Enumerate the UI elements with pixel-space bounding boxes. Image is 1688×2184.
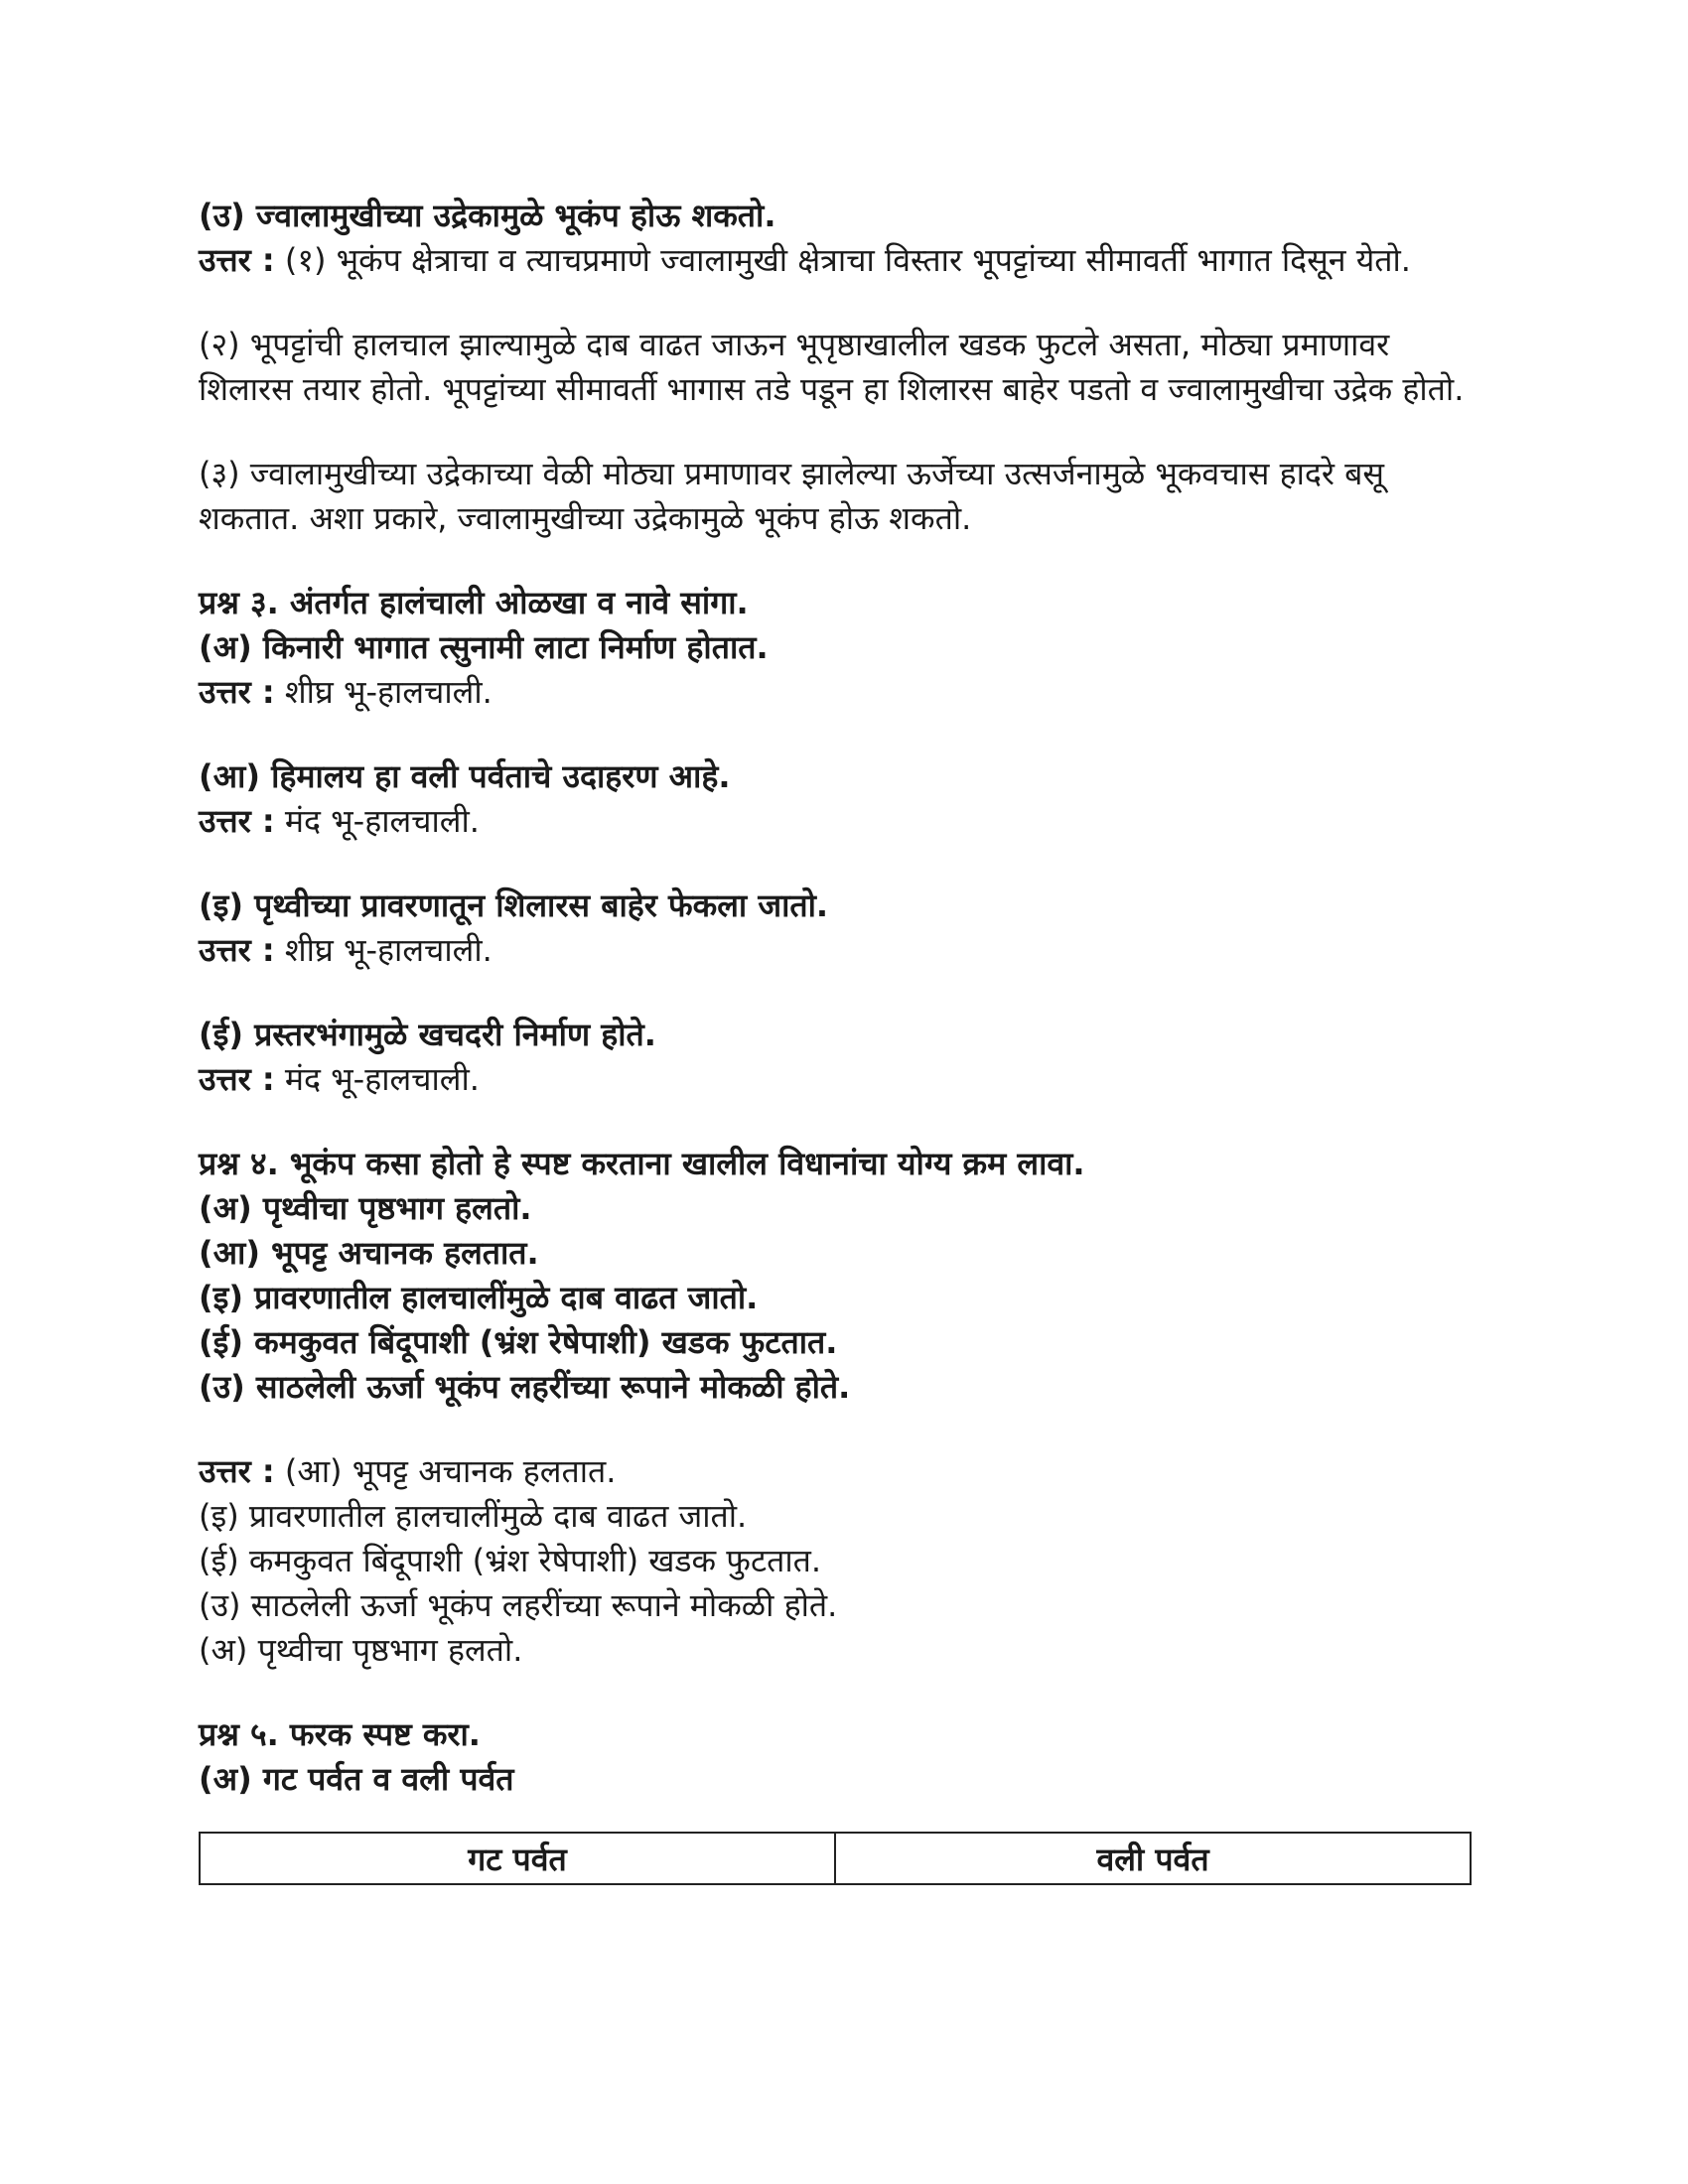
comparison-table	[199, 1832, 1472, 1885]
answer-label: उत्तर :	[199, 802, 275, 840]
answer-4-line-5: (अ) पृथ्वीचा पृष्ठभाग हलतो.	[199, 1631, 523, 1669]
question-2u: (उ) ज्वालामुखीच्या उद्रेकामुळे भूकंप होऊ शकतो.	[199, 197, 776, 234]
answer-text: (१) भूकंप क्षेत्राचा व त्याचप्रमाणे ज्वालामुखी क्षेत्राचा विस्तार भूपट्टांच्या सीमावर्ती भागात दिसून येतो.	[284, 241, 1411, 279]
answer-label: उत्तर :	[199, 1060, 275, 1098]
answer-text: मंद भू-हालचाली.	[284, 802, 480, 840]
answer-2u-p1	[199, 238, 1489, 283]
question-3-heading: प्रश्न ३. अंतर्गत हालंचाली ओळखा व नावे सांगा.	[199, 584, 749, 621]
question-3aa: (आ) हिमालय हा वली पर्वताचे उदाहरण आहे.	[199, 757, 731, 795]
answer-label: उत्तर :	[199, 1452, 275, 1490]
question-4-heading: प्रश्न ४. भूकंप कसा होतो हे स्पष्ट करताना खालील विधानांचा योग्य क्रम लावा.	[199, 1145, 1085, 1182]
table-header-cell: गट पर्वत	[200, 1833, 835, 1884]
answer-label: उत्तर :	[199, 931, 275, 969]
statement-aa: (आ) भूपट्ट अचानक हलतात.	[199, 1234, 539, 1272]
answer-4-line-4: (उ) साठलेली ऊर्जा भूकंप लहरींच्या रूपाने मोकळी होते.	[199, 1586, 838, 1624]
answer-4-line-1	[199, 1449, 1489, 1494]
question-5a: (अ) गट पर्वत व वली पर्वत	[199, 1760, 514, 1798]
question-3a: (अ) किनारी भागात त्सुनामी लाटा निर्माण होतात.	[199, 628, 769, 666]
answer-text: मंद भू-हालचाली.	[284, 1060, 480, 1098]
answer-label: उत्तर :	[199, 241, 275, 279]
answer-text: (आ) भूपट्ट अचानक हलतात.	[284, 1452, 617, 1490]
answer-label: उत्तर :	[199, 673, 275, 711]
answer-4-line-3: (ई) कमकुवत बिंदूपाशी (भ्रंश रेषेपाशी) खडक फुटतात.	[199, 1542, 822, 1579]
table-header-row	[200, 1833, 1471, 1884]
statement-a: (अ) पृथ्वीचा पृष्ठभाग हलतो.	[199, 1189, 532, 1227]
answer-3ii	[199, 1057, 1489, 1102]
statement-u: (उ) साठलेली ऊर्जा भूकंप लहरींच्या रूपाने मोकळी होते.	[199, 1368, 851, 1406]
worksheet-page	[199, 194, 1489, 1885]
question-3i: (इ) पृथ्वीच्या प्रावरणातून शिलारस बाहेर फेकला जातो.	[199, 887, 829, 924]
question-3ii: (ई) प्रस्तरभंगामुळे खचदरी निर्माण होते.	[199, 1016, 656, 1053]
answer-2u-p3: (३) ज्वालामुखीच्या उद्रेकाच्या वेळी मोठ्या प्रमाणावर झालेल्या ऊर्जेच्या उत्सर्जनामुळे भूकवचास हादरे बसू शकतात. अशा प्रकारे, ज्वालामुखीच्या उद्रेकामुळे भूकंप होऊ शकतो.	[199, 455, 1385, 537]
answer-4-line-2: (इ) प्रावरणातील हालचालींमुळे दाब वाढत जातो.	[199, 1497, 748, 1535]
statement-ii: (ई) कमकुवत बिंदूपाशी (भ्रंश रेषेपाशी) खडक फुटतात.	[199, 1323, 838, 1361]
answer-text: शीघ्र भू-हालचाली.	[284, 931, 492, 969]
answer-3a	[199, 670, 1489, 715]
answer-2u-p2: (२) भूपट्टांची हालचाल झाल्यामुळे दाब वाढत जाऊन भूपृष्ठाखालील खडक फुटले असता, मोठ्या प्रमाणावर शिलारस तयार होतो. भूपट्टांच्या सीमावर्ती भागास तडे पडून हा शिलारस बाहेर पडतो व ज्वालामुखीचा उद्रेक होतो.	[199, 326, 1465, 408]
answer-3aa	[199, 799, 1489, 844]
table-header-cell: वली पर्वत	[835, 1833, 1471, 1884]
answer-text: शीघ्र भू-हालचाली.	[284, 673, 492, 711]
question-5-heading: प्रश्न ५. फरक स्पष्ट करा.	[199, 1715, 481, 1753]
statement-i: (इ) प्रावरणातील हालचालींमुळे दाब वाढत जातो.	[199, 1279, 759, 1316]
answer-3i	[199, 928, 1489, 973]
